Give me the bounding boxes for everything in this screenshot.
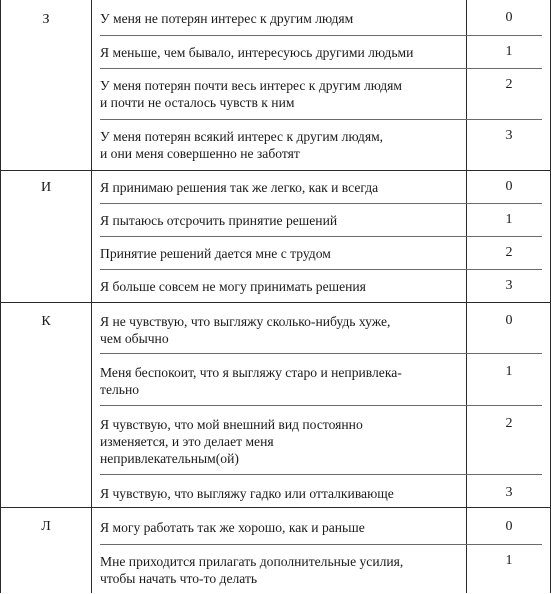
answer-text: Я больше совсем не могу принимать решения (100, 279, 366, 294)
answer-text: Я пытаюсь отсрочить принятие решений (100, 213, 338, 228)
answer-text: Я чувствую, что выгляжу гадко или отталкивающе (100, 486, 394, 501)
item-letter: З (42, 12, 50, 27)
item-group-i (1, 170, 550, 303)
row-separator (100, 119, 542, 120)
answer-text: Я могу работать так же хорошо, как и раньше (100, 520, 365, 535)
item-group-l (1, 507, 550, 594)
answer-score: 3 (505, 485, 513, 500)
answer-score: 0 (505, 313, 513, 328)
answer-score: 0 (505, 179, 513, 194)
row-separator (100, 203, 542, 204)
item-letter: Л (41, 519, 51, 534)
answer-text: Я не чувствую, что выгляжу сколько-нибудь хуже, чем обычно (100, 314, 391, 346)
answer-text: Я меньше, чем бывало, интересуюсь другими людьми (100, 45, 414, 60)
item-letter: И (40, 180, 52, 195)
answer-text: Я принимаю решения так же легко, как и всегда (100, 180, 379, 195)
row-separator (100, 35, 542, 36)
answer-score: 0 (505, 10, 513, 25)
answer-score: 1 (505, 44, 513, 59)
row-separator (100, 68, 542, 69)
answer-text: У меня не потерян интерес к другим людям (100, 11, 354, 26)
answer-score: 3 (505, 278, 513, 293)
answer-text: Принятие решений дается мне с трудом (100, 246, 331, 261)
answer-text: Я чувствую, что мой внешний вид постоянно изменяется, и это делает меня непривлекательным(ой) (100, 417, 363, 466)
row-separator (100, 544, 542, 545)
answer-score: 1 (505, 553, 513, 568)
row-separator (100, 269, 542, 270)
item-group-k (1, 302, 550, 508)
answer-text: У меня потерян почти весь интерес к другим людям и почти не осталось чувств к ним (100, 78, 403, 110)
answer-score: 2 (505, 77, 513, 92)
row-separator (100, 353, 542, 354)
answer-score: 2 (505, 416, 513, 431)
answer-score: 1 (505, 212, 513, 227)
answer-score: 0 (505, 519, 513, 534)
answer-score: 2 (505, 245, 513, 260)
row-separator (100, 405, 542, 406)
row-separator (100, 474, 542, 475)
answer-text: У меня потерян всякий интерес к другим людям, и они меня совершенно не заботят (100, 129, 384, 161)
item-group-z (1, 0, 550, 170)
item-letter: К (41, 314, 51, 329)
answer-score: 1 (505, 364, 513, 379)
answer-text: Меня беспокоит, что я выгляжу старо и непривлека- тельно (100, 365, 402, 397)
answer-text: Мне приходится прилагать дополнительные усилия, чтобы начать что-то делать (100, 554, 404, 586)
row-separator (100, 236, 542, 237)
answer-score: 3 (505, 128, 513, 143)
